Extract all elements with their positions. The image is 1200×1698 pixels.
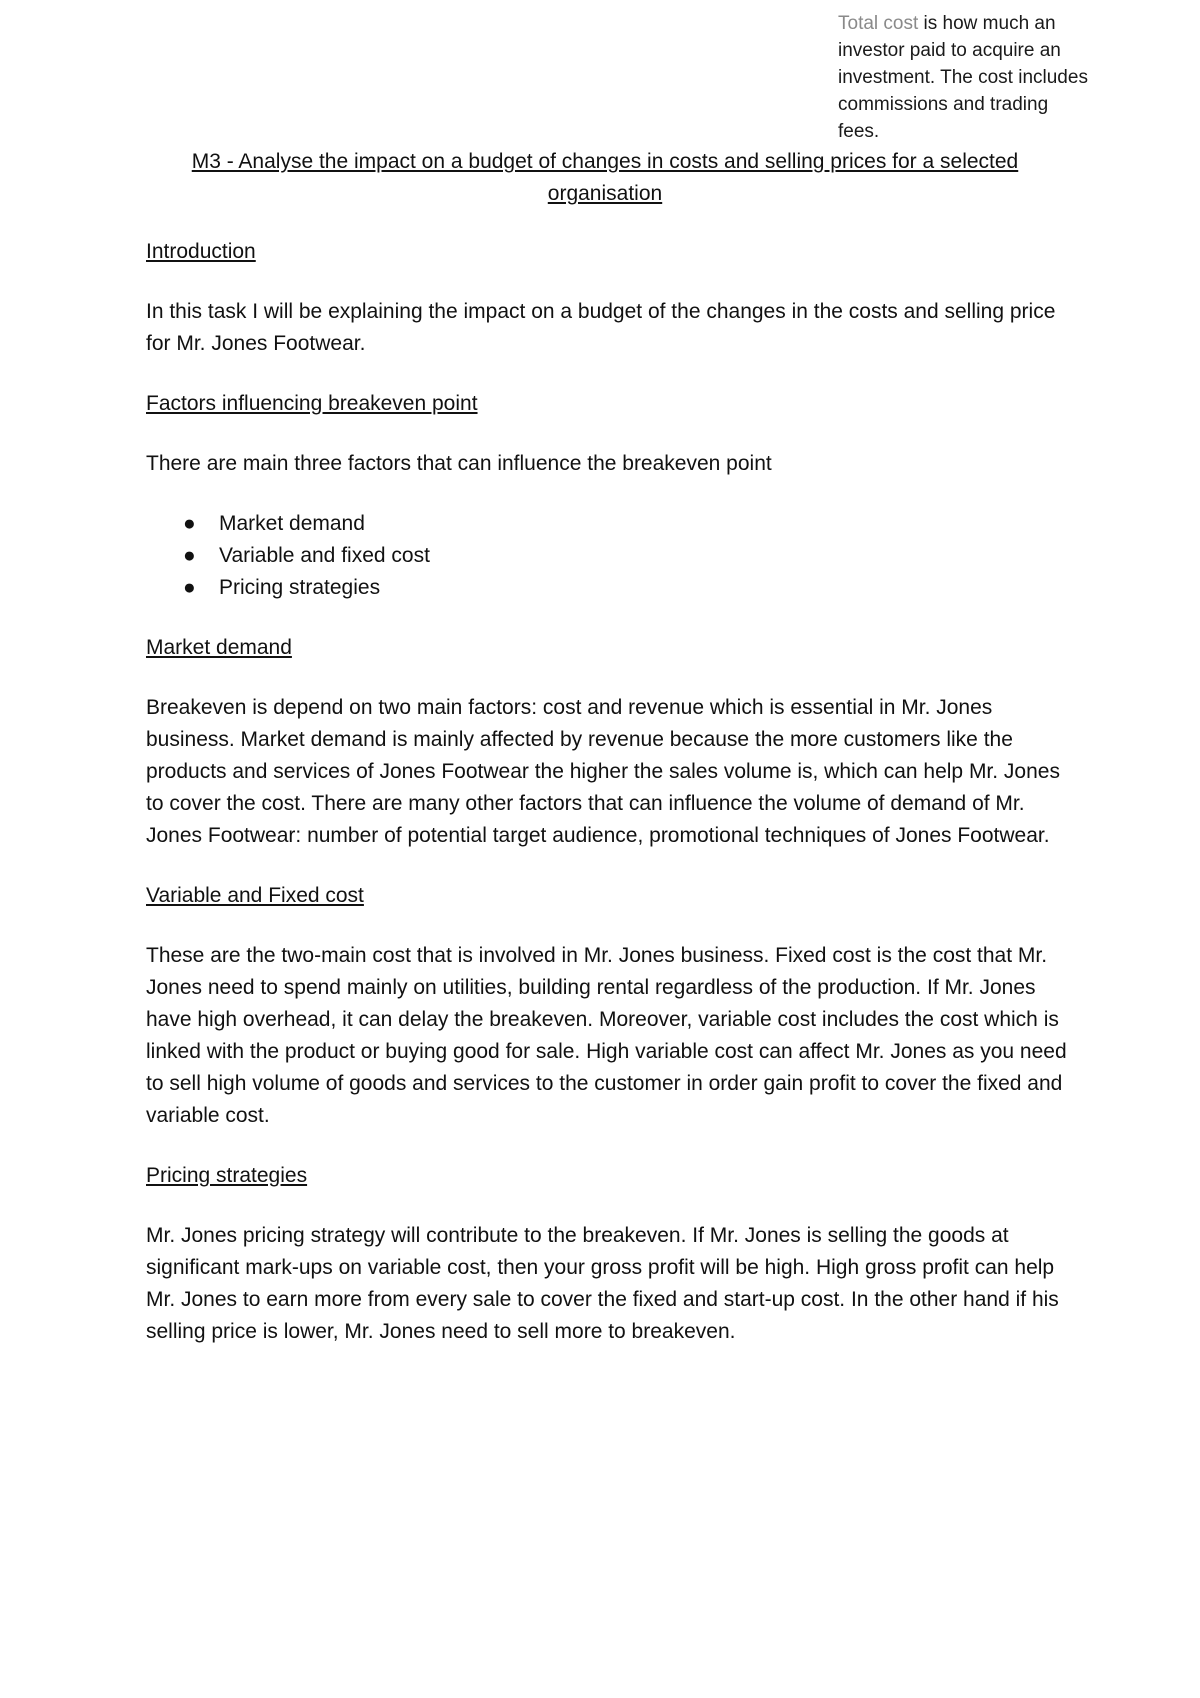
list-item bbox=[183, 572, 1071, 604]
bullet-icon: ● bbox=[183, 544, 196, 567]
list-item bbox=[183, 540, 1071, 572]
pricing-paragraph: Mr. Jones pricing strategy will contribute to the breakeven. If Mr. Jones is selling the goods at significant mark-ups on variable cost, then your gross profit will be high. High gross profit can help Mr. Jones to earn more from every sale to cover the fixed and start-up cost. In the other hand if his selling price is lower, Mr. Jones need to sell more to breakeven. bbox=[146, 1224, 1059, 1343]
list-item-text: Market demand bbox=[219, 512, 365, 535]
variable-fixed-paragraph: These are the two-main cost that is involved in Mr. Jones business. Fixed cost is the cost that Mr. Jones need to spend mainly on utilities, building rental regardless of the production. If Mr. Jones have high overhead, it can delay the breakeven. Moreover, variable cost includes the cost which is linked with the product or buying good for sale. High variable cost can affect Mr. Jones as you need to sell high volume of goods and services to the customer in order gain profit to cover the fixed and variable cost. bbox=[146, 944, 1067, 1127]
list-item-text: Pricing strategies bbox=[219, 576, 381, 599]
side-note-term: Total cost bbox=[838, 13, 919, 34]
list-item-text: Variable and fixed cost bbox=[219, 544, 430, 567]
factors-paragraph: There are main three factors that can influence the breakeven point bbox=[146, 452, 772, 475]
market-demand-paragraph: Breakeven is depend on two main factors: cost and revenue which is essential in Mr. Jones business. Market demand is mainly affected by revenue because the more customers like the products and services of Jones Footwear the higher the sales volume is, which can help Mr. Jones to cover the cost. There are many other factors that can influence the volume of demand of Mr. Jones Footwear: number of potential target audience, promotional techniques of Jones Footwear. bbox=[146, 696, 1060, 847]
side-note bbox=[838, 10, 1088, 145]
variable-fixed-heading: Variable and Fixed cost bbox=[146, 884, 364, 907]
list-item bbox=[183, 508, 1071, 540]
introduction-paragraph: In this task I will be explaining the impact on a budget of the changes in the costs and selling price for Mr. Jones Footwear. bbox=[146, 300, 1056, 355]
side-note-text: is how much an investor paid to acquire an investment. The cost includes commissions and trading fees. bbox=[838, 13, 1088, 142]
introduction-heading: Introduction bbox=[146, 240, 256, 263]
document-title: M3 - Analyse the impact on a budget of changes in costs and selling prices for a selected organisation bbox=[191, 150, 1019, 205]
pricing-heading: Pricing strategies bbox=[146, 1164, 308, 1187]
market-demand-heading: Market demand bbox=[146, 636, 292, 659]
bullet-icon: ● bbox=[183, 512, 196, 535]
bullet-icon: ● bbox=[183, 576, 196, 599]
document-body bbox=[146, 236, 1071, 1376]
factors-list bbox=[146, 508, 1071, 604]
factors-heading: Factors influencing breakeven point bbox=[146, 392, 478, 415]
